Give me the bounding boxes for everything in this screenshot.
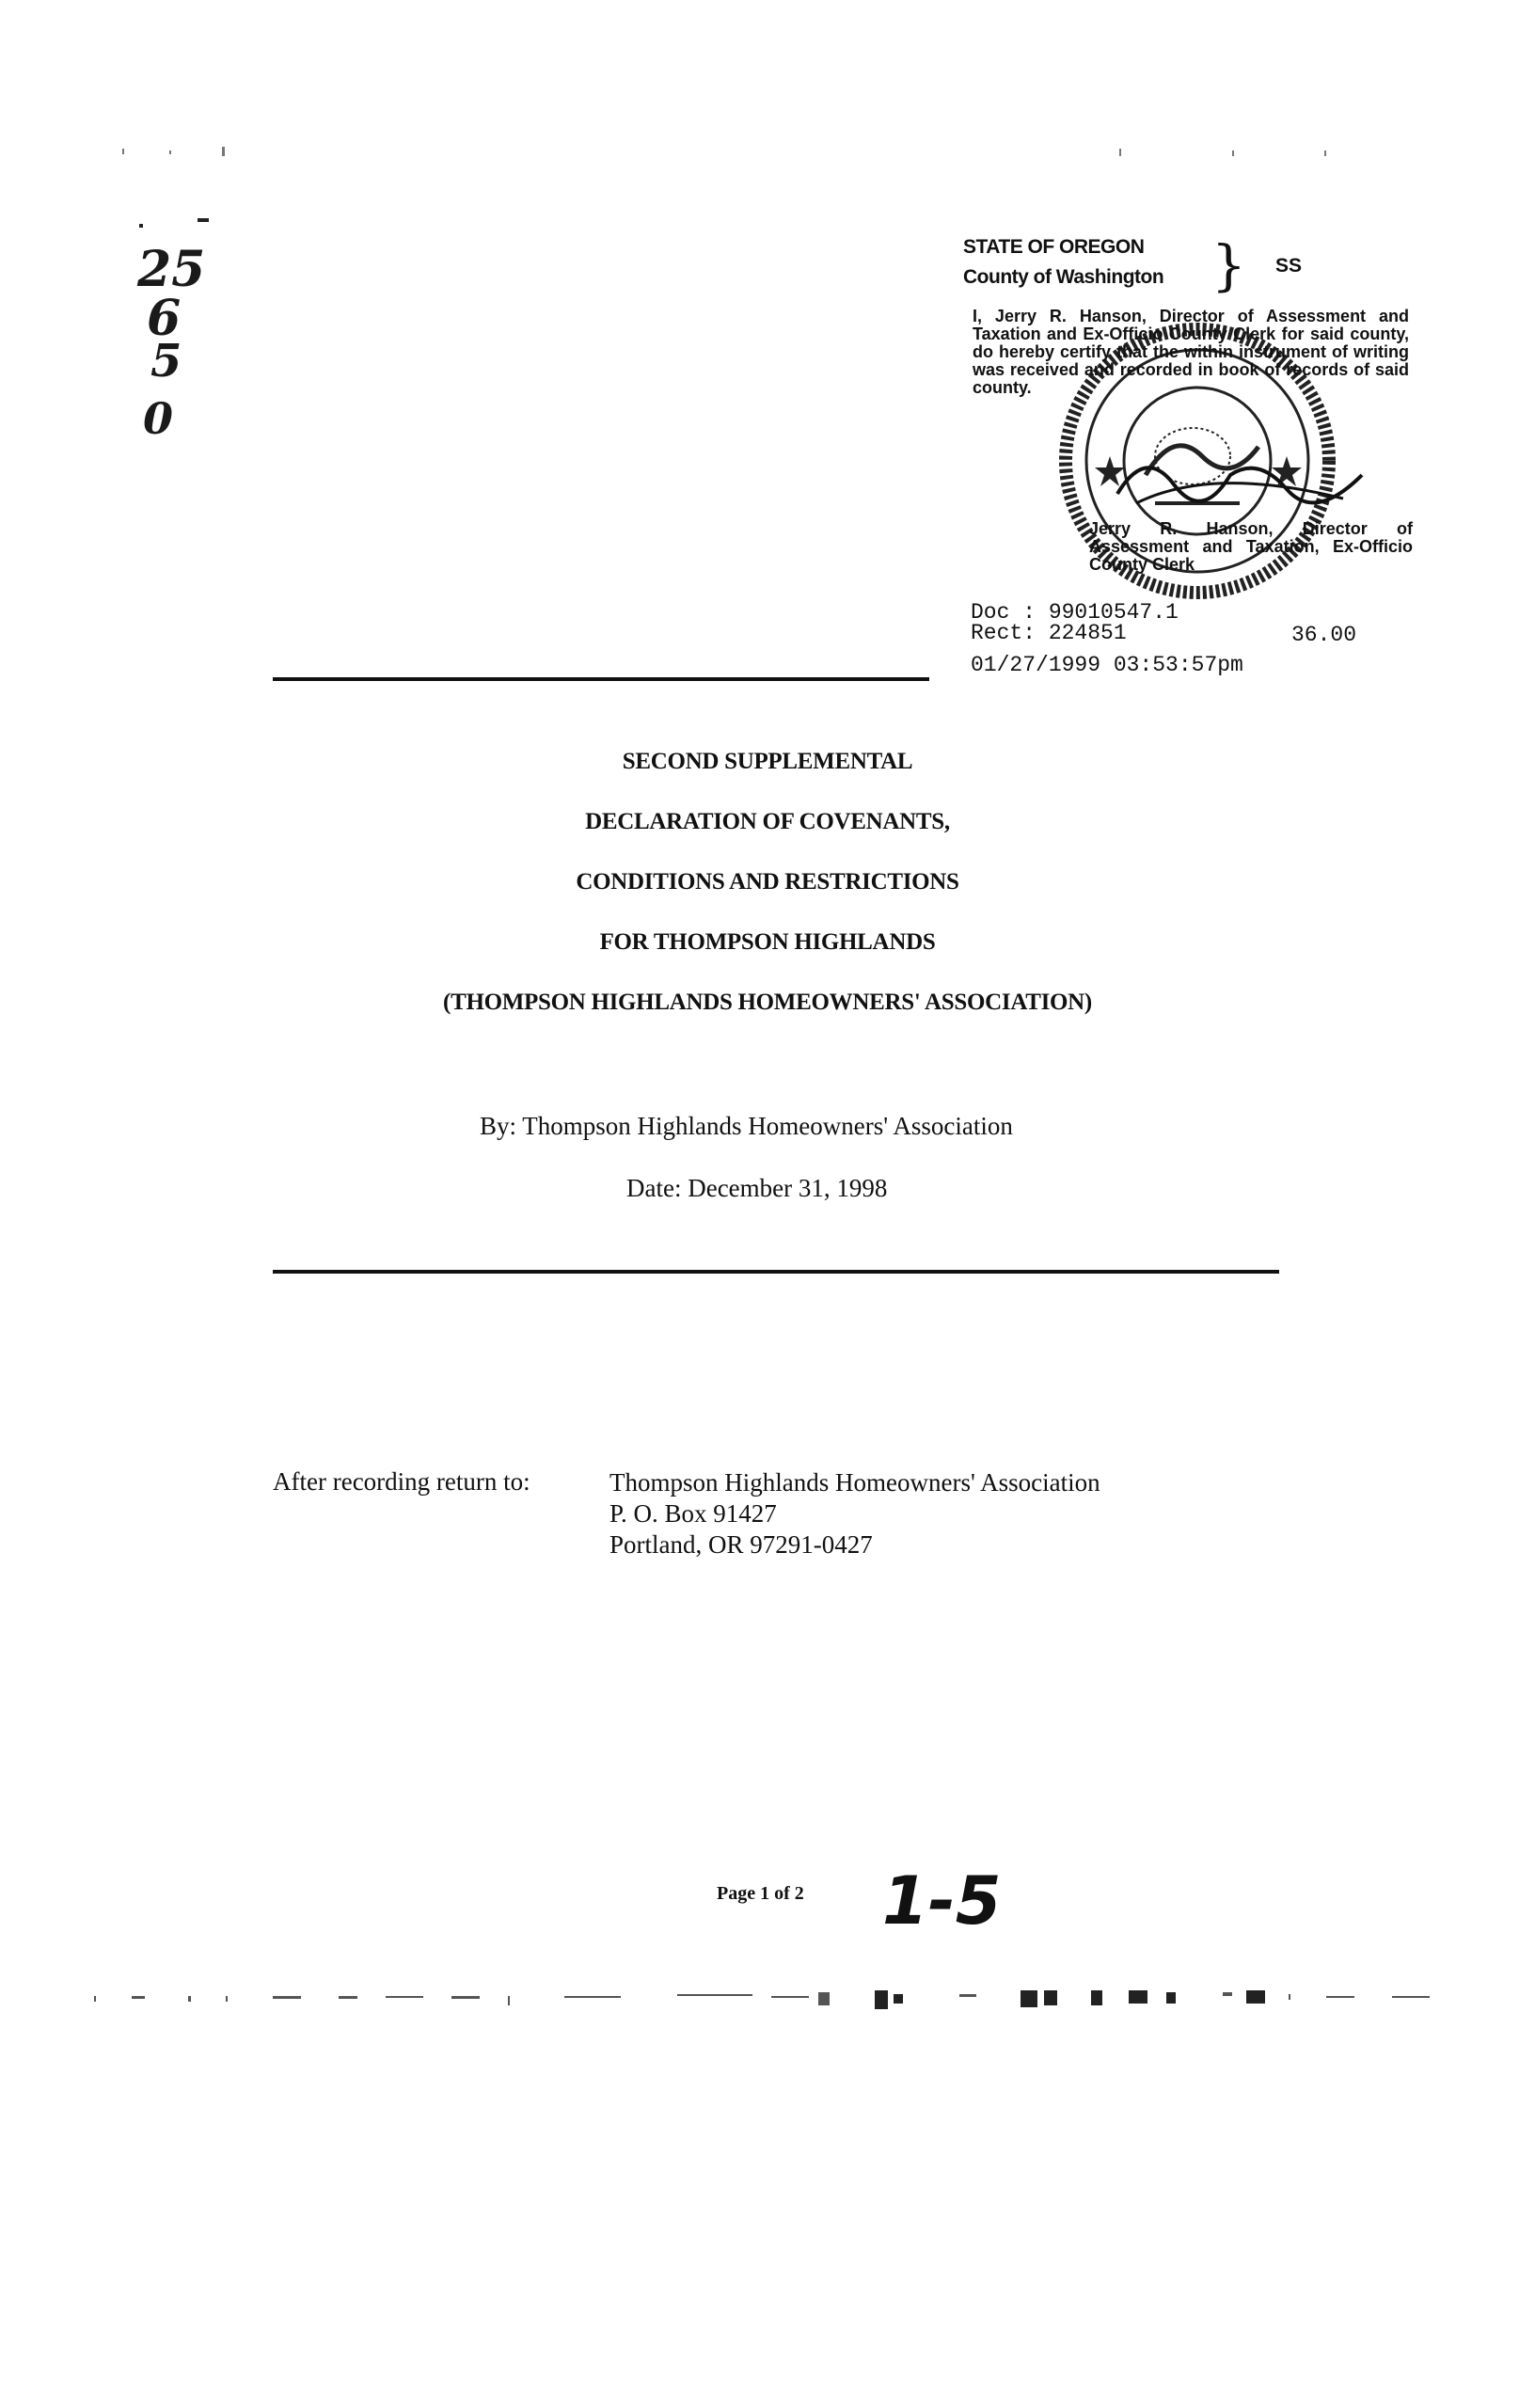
receipt-number: Rect: 224851: [971, 621, 1127, 645]
stamp-state: STATE OF OREGON: [963, 236, 1145, 258]
date-line: Date: December 31, 1998: [626, 1174, 888, 1202]
by-line: By: Thompson Highlands Homeowners' Association: [480, 1112, 1013, 1140]
doc-number: Doc : 99010547.1: [971, 600, 1179, 625]
return-city: Portland, OR 97291-0427: [609, 1530, 873, 1559]
scan-speck: [169, 150, 171, 154]
return-name: Thompson Highlands Homeowners' Association: [609, 1468, 1100, 1497]
handwritten-page-mark: 1-5: [882, 1862, 1002, 1940]
scan-speck: [139, 224, 143, 228]
stamp-certification: I, Jerry R. Hanson, Director of Assessment and Taxation and Ex-Officio County Clerk for said county, do hereby certify that the within instrument of writing was received and recorded in book of records of said county.: [973, 307, 1409, 397]
scan-speck: [1324, 150, 1326, 156]
scan-noise-strip: [75, 1985, 1486, 2013]
bottom-rule: [273, 1270, 1279, 1274]
title-line-1: SECOND SUPPLEMENTAL: [622, 749, 913, 774]
brace-glyph: }: [1211, 233, 1246, 297]
recording-fee: 36.00: [1291, 623, 1357, 647]
stamp-signature-block: Jerry R. Hanson, Director of Assessment and Taxation, Ex-Officio County Clerk: [1089, 519, 1413, 574]
handwritten-mark: 25: [137, 241, 206, 298]
top-rule: [273, 677, 929, 681]
scan-speck: [1119, 149, 1121, 156]
title-line-4: FOR THOMPSON HIGHLANDS: [599, 929, 936, 955]
signature-icon: [1099, 437, 1381, 522]
scan-speck: [222, 147, 225, 156]
recording-timestamp: 01/27/1999 03:53:57pm: [971, 653, 1243, 677]
stamp-ss: SS: [1275, 255, 1303, 277]
return-box: P. O. Box 91427: [609, 1499, 777, 1528]
title-line-2: DECLARATION OF COVENANTS,: [585, 809, 950, 834]
scan-speck: [198, 218, 209, 222]
handwritten-mark: 6: [147, 290, 182, 347]
scan-speck: [122, 149, 124, 154]
handwritten-mark: 5: [150, 335, 182, 388]
scan-speck: [1232, 150, 1234, 156]
page-number: Page 1 of 2: [717, 1883, 804, 1904]
title-line-5: (THOMPSON HIGHLANDS HOMEOWNERS' ASSOCIATION): [443, 990, 1092, 1015]
return-label: After recording return to:: [273, 1467, 530, 1496]
handwritten-mark: 0: [143, 393, 174, 444]
return-address: [609, 1467, 1100, 1560]
title-line-3: CONDITIONS AND RESTRICTIONS: [576, 869, 959, 895]
stamp-county: County of Washington: [963, 266, 1164, 288]
